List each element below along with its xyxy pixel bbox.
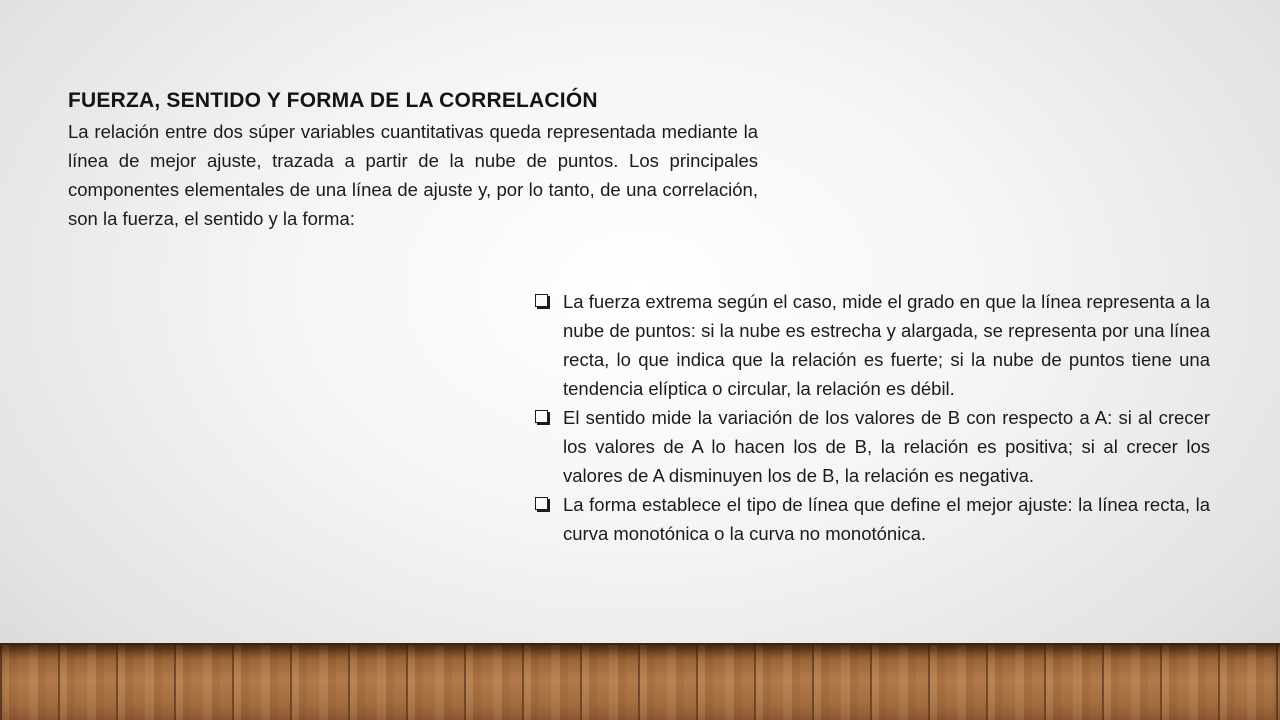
bullet-item-forma [533,490,1210,548]
intro-paragraph: La relación entre dos súper variables cuantitativas queda representada mediante la línea de mejor ajuste, trazada a partir de la nube de puntos. Los principales componentes elementales de una línea de ajuste y, por lo tanto, de una correlación, son la fuerza, el sentido y la forma: [68,121,758,229]
bullet-text: La fuerza extrema según el caso, mide el grado en que la línea representa a la nube de puntos: si la nube es estrecha y alargada, se representa por una línea recta, lo que indica que la relación es fuerte; si la nube de puntos tiene una tendencia elíptica o circular, la relación es débil. [563,291,1210,399]
wood-floor-decoration [0,643,1280,720]
bullet-list [533,287,1210,548]
bullet-item-fuerza [533,287,1210,403]
square-bullet-icon [535,497,548,510]
square-bullet-icon [535,410,548,423]
bullet-text: La forma establece el tipo de línea que define el mejor ajuste: la línea recta, la curva monotónica o la curva no monotónica. [563,494,1210,544]
bullet-text: El sentido mide la variación de los valores de B con respecto a A: si al crecer los valores de A lo hacen los de B, la relación es positiva; si al crecer los valores de A disminuyen los de B, la relación es negativa. [563,407,1210,486]
bullet-item-sentido [533,403,1210,490]
slide-title: FUERZA, SENTIDO Y FORMA DE LA CORRELACIÓN [68,89,598,112]
square-bullet-icon [535,294,548,307]
